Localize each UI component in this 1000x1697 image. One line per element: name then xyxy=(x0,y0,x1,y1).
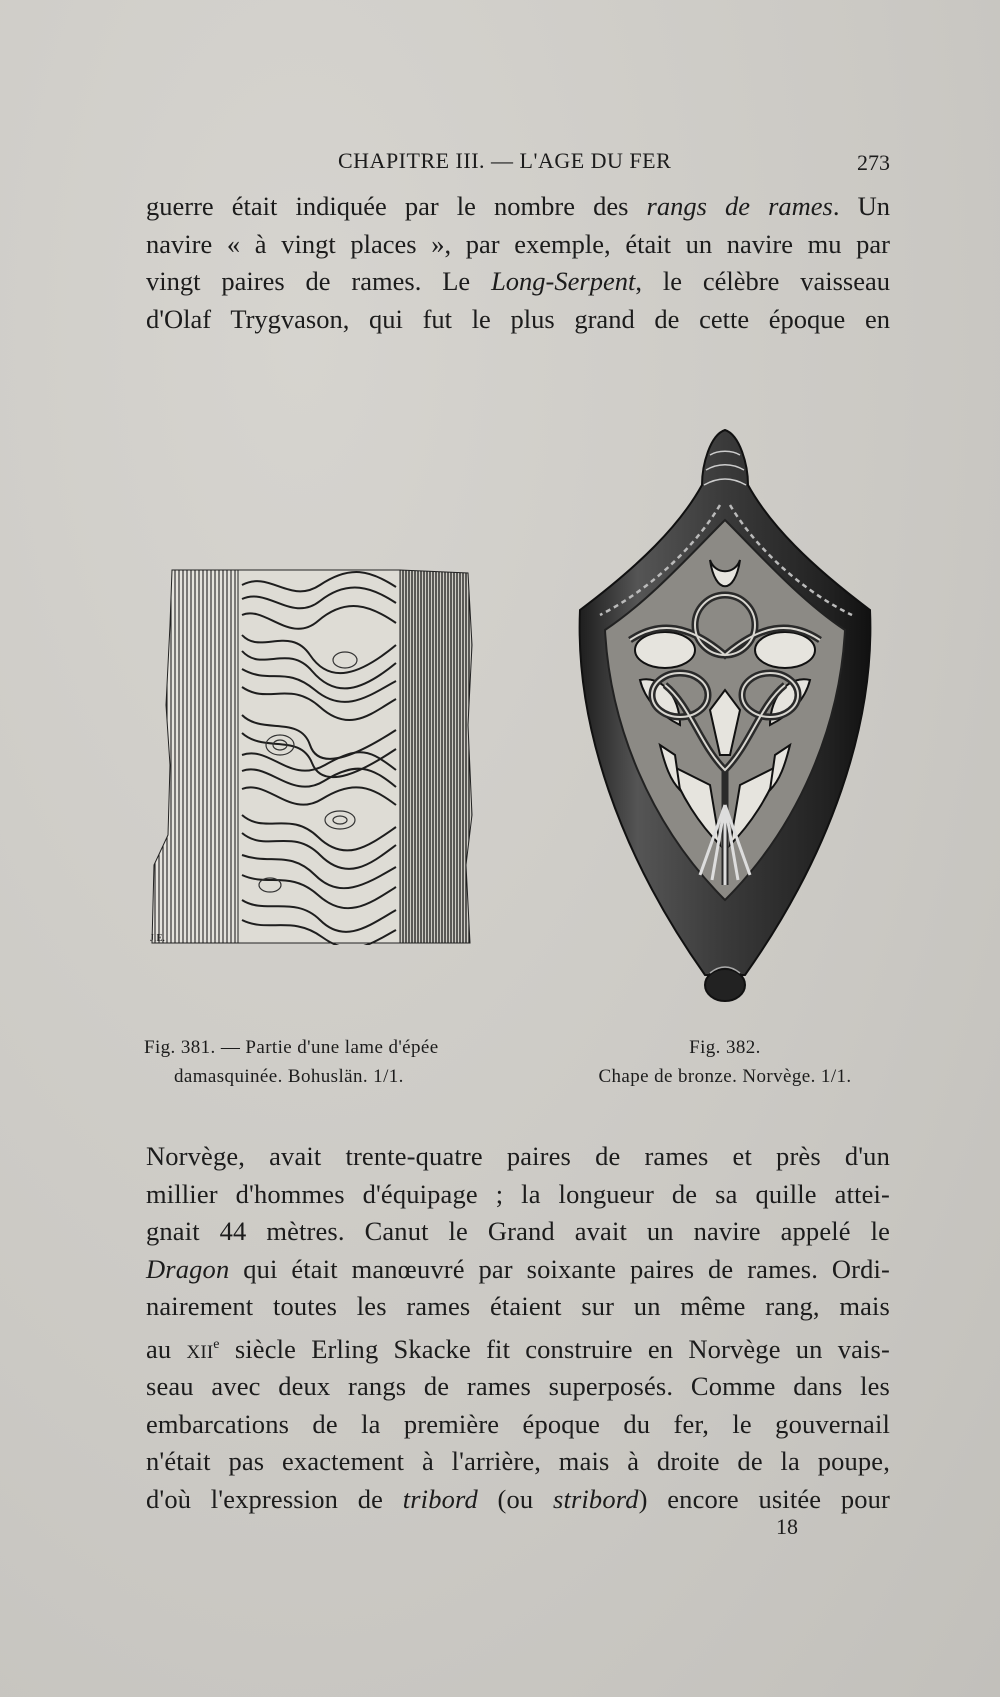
text-line: Norvège, avait trente-quatre paires de rames et près d'un xyxy=(146,1141,890,1171)
text-line: embarcations de la première époque du fer, le gouvernail xyxy=(146,1408,890,1439)
text-line: d'où l'expression de tribord (ou stribord) encore usitée pour xyxy=(146,1483,890,1514)
text-line: vingt paires de rames. Le Long-Serpent, le célèbre vaisseau xyxy=(146,266,891,296)
running-title: CHAPITRE III. — L'AGE DU FER xyxy=(338,148,672,173)
caption-line: Chape de bronze. Norvège. 1/1. xyxy=(598,1066,852,1087)
engraver-mark: J.E. xyxy=(150,933,165,944)
figure-381-blade-illustration xyxy=(150,565,480,945)
figure-381-caption xyxy=(144,1033,524,1091)
page-number: 273 xyxy=(857,150,890,175)
text-line: au xii$^e$ siècle Erling Skacke fit construire en Norvège un vais- xyxy=(146,1333,890,1364)
text-line: nairement toutes les rames étaient sur un même rang, mais xyxy=(146,1291,890,1321)
figure-382-chape-illustration xyxy=(570,425,880,1010)
text-line: navire « à vingt places », par exemple, était un navire mu par xyxy=(146,228,890,259)
figure-382-caption xyxy=(560,1033,890,1091)
running-header xyxy=(150,148,890,178)
text-line: gnait 44 mètres. Canut le Grand avait un navire appelé le xyxy=(146,1216,890,1246)
signature-mark: 18 xyxy=(776,1514,798,1539)
text-line: d'Olaf Trygvason, qui fut le plus grand de cette époque en xyxy=(146,303,890,334)
caption-line: Fig. 382. xyxy=(689,1037,761,1058)
text-line: n'était pas exactement à l'arrière, mais à droite de la poupe, xyxy=(146,1446,890,1476)
caption-line: Fig. 381. — Partie d'une lame d'épée xyxy=(144,1037,439,1058)
text-line: guerre était indiquée par le nombre des rangs de rames. Un xyxy=(146,191,890,221)
paragraph-top xyxy=(146,188,890,338)
text-line: millier d'hommes d'équipage ; la longueur de sa quille attei- xyxy=(146,1178,890,1209)
text-line: seau avec deux rangs de rames superposés. Comme dans les xyxy=(146,1371,890,1401)
paragraph-bottom xyxy=(146,1138,890,1518)
text-line: Dragon qui était manœuvré par soixante paires de rames. Ordi- xyxy=(146,1253,890,1284)
caption-line: damasquinée. Bohuslän. 1/1. xyxy=(174,1066,404,1087)
